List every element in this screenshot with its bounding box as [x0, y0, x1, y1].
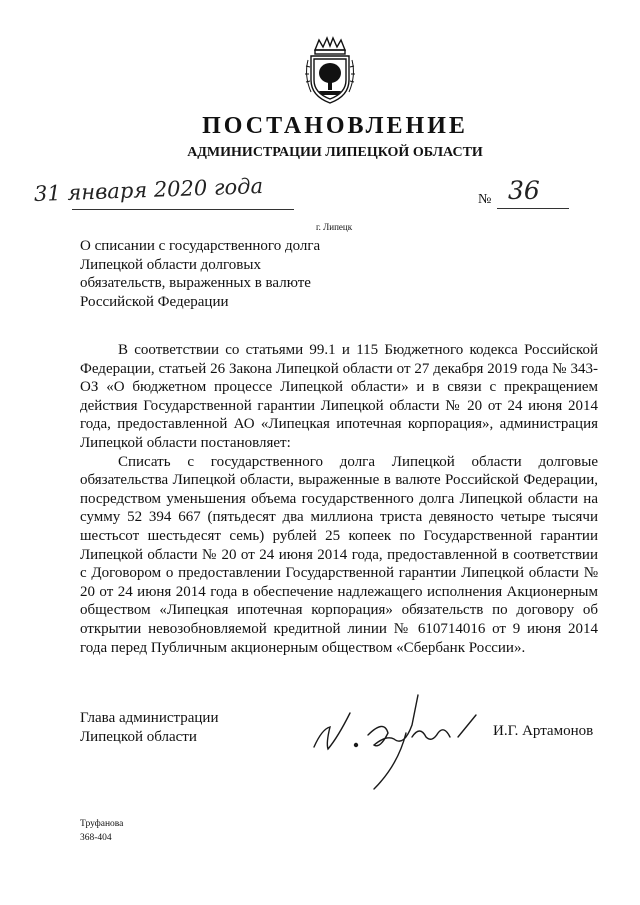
body-paragraph: Списать с государственного долга Липецкой области долговые обязательства Липецкой области, выраженные в валюте Российской Федерации, посредством уменьшения объема государственного долга Липецкой области на сумму 52 394 667 (пятьдесят два миллиона триста девяносто четыре тысячи шестьсот шестьдесят семь) рублей 25 копеек по Государственной гарантии Липецкой области № 20 от 24 июня 2014 года, предоставленной в соответствии с Договором о предоставлении Государственной гарантии Липецкой области № 20 от 24 июня 2014 года в обеспечение надлежащего исполнения Акционерным обществом «Липецкая ипотечная корпорация» обязательств по договору об открытии невозобновляемой кредитной линии № 610714016 от 9 июня 2014 года перед Публичным акционерным обществом «Сбербанк России».	[80, 453, 598, 656]
document-body	[80, 341, 598, 657]
signatory-position	[80, 709, 218, 746]
signatory-position-line: Глава администрации	[80, 710, 219, 726]
document-place: г. Липецк	[316, 222, 353, 232]
issuing-authority: АДМИНИСТРАЦИИ ЛИПЕЦКОЙ ОБЛАСТИ	[187, 145, 483, 160]
document-subject	[80, 237, 340, 311]
signatory-name: И.Г. Артамонов	[493, 723, 594, 739]
document-date-handwritten: 31 января 2020 года	[33, 174, 264, 206]
body-paragraph: В соответствии со статьями 99.1 и 115 Бюджетного кодекса Российской Федерации, статьей 26 Закона Липецкой области от 27 декабря 2019 года № 343-ОЗ «О бюджетном процессе Липецкой области» и в связи с прекращением действия Государственной гарантии Липецкой области № 20 от 24 июня 2014 года, предоставленной АО «Липецкая ипотечная корпорация», администрация Липецкой области постановляет:	[80, 342, 598, 451]
subject-line: обязательств, выраженных в валюте	[80, 275, 311, 292]
document-number-handwritten: 36	[508, 176, 540, 205]
coat-of-arms-icon	[301, 36, 359, 106]
date-underline	[72, 209, 294, 210]
number-sign: №	[478, 192, 492, 207]
number-underline	[497, 208, 569, 209]
subject-line: Липецкой области долговых	[80, 256, 261, 273]
executor-info	[80, 817, 123, 845]
document-title: ПОСТАНОВЛЕНИЕ	[202, 113, 468, 139]
subject-line: О списании с государственного долга	[80, 238, 321, 254]
subject-line: Российской Федерации	[80, 293, 229, 310]
handwritten-signature	[308, 685, 483, 795]
executor-name: Труфанова	[80, 819, 124, 829]
signatory-position-line: Липецкой области	[80, 728, 197, 745]
executor-phone: 368-404	[80, 833, 112, 843]
